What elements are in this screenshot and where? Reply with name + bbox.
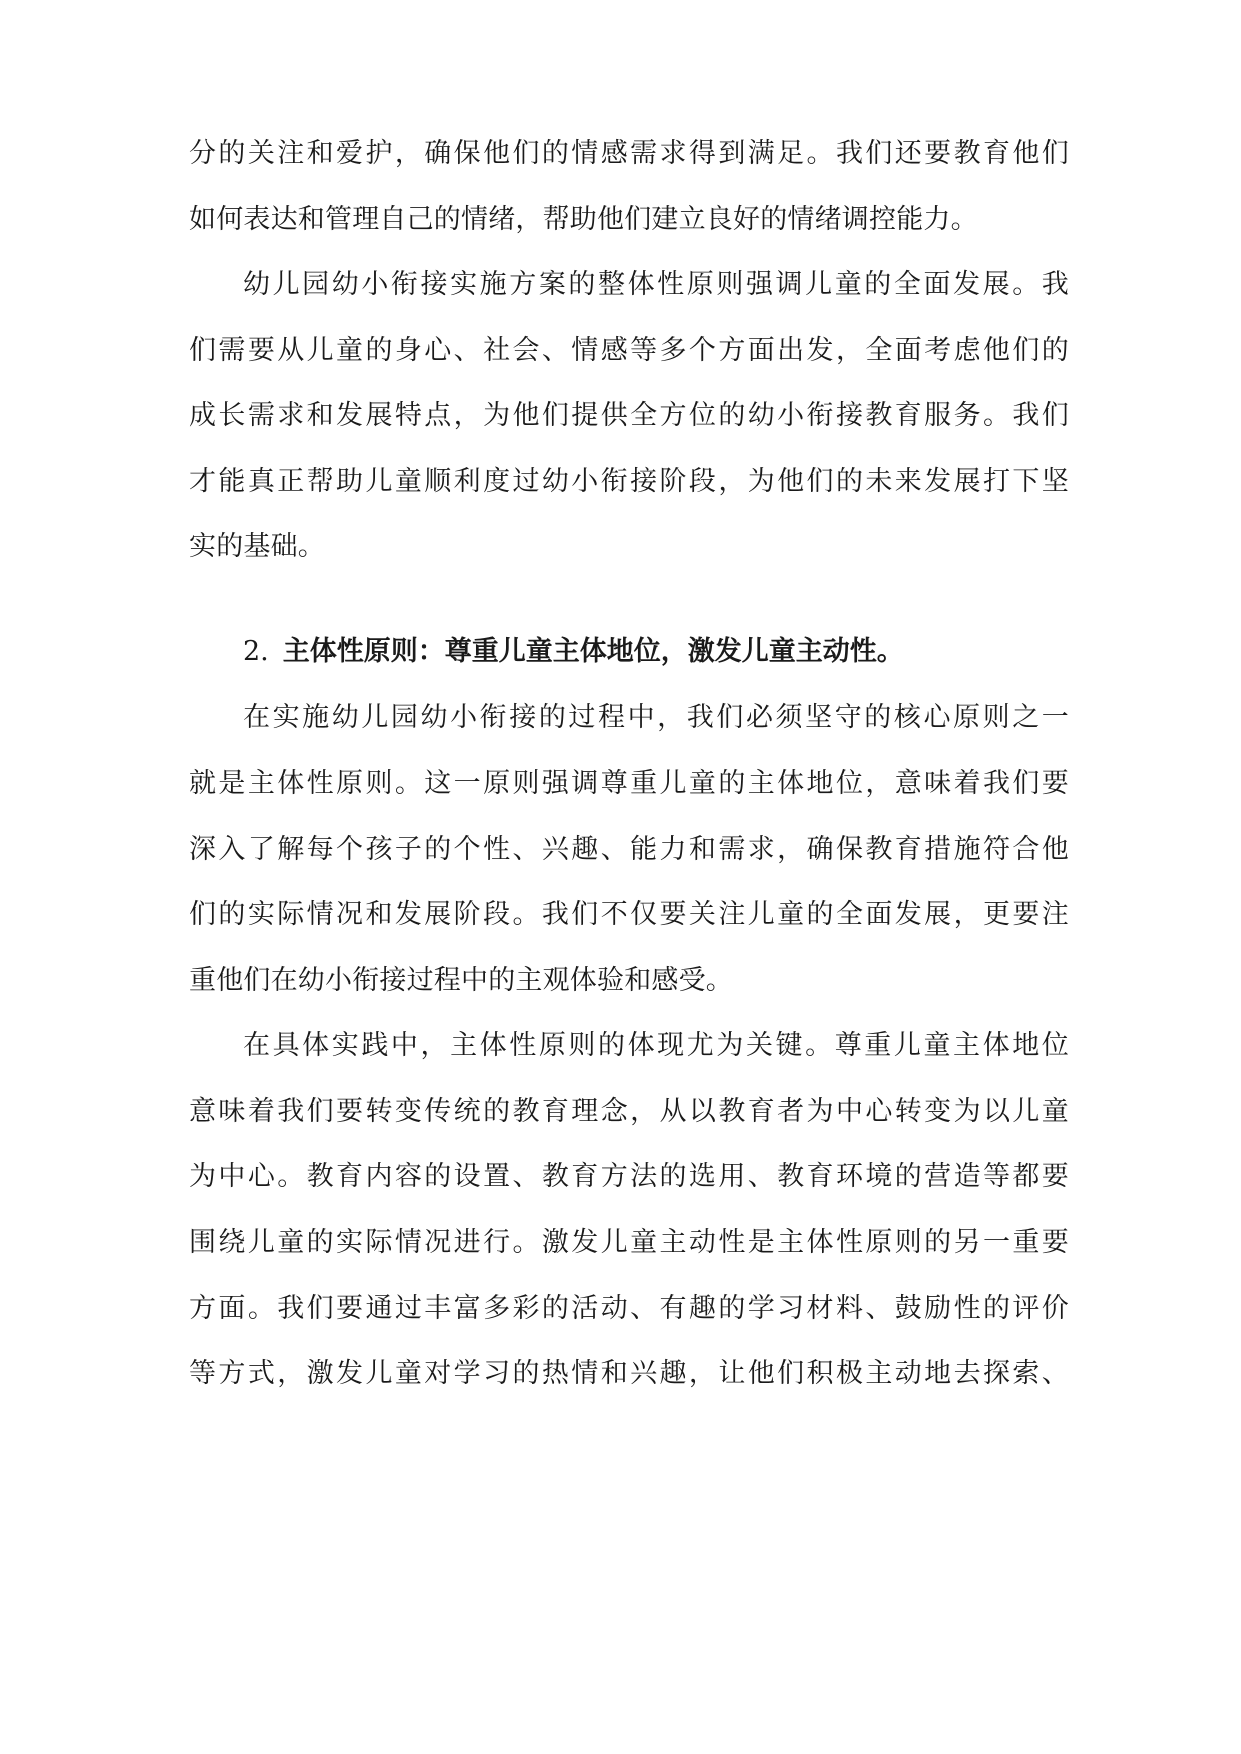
paragraph-line: 意味着我们要转变传统的教育理念，从以教育者为中心转变为以儿童: [189, 1096, 1069, 1127]
paragraph-line: 深入了解每个孩子的个性、兴趣、能力和需求，确保教育措施符合他: [189, 834, 1069, 865]
paragraph-line: 方面。我们要通过丰富多彩的活动、有趣的学习材料、鼓励性的评价: [189, 1293, 1069, 1324]
paragraph-line: 在实施幼儿园幼小衔接的过程中，我们必须坚守的核心原则之一: [243, 702, 1069, 733]
paragraph-line: 分的关注和爱护，确保他们的情感需求得到满足。我们还要教育他们: [189, 138, 1069, 169]
paragraph-line: 就是主体性原则。这一原则强调尊重儿童的主体地位，意味着我们要: [189, 768, 1069, 799]
section-number: 2.: [243, 636, 269, 667]
section-title: 主体性原则：尊重儿童主体地位，激发儿童主动性。: [282, 636, 904, 667]
paragraph-line: 为中心。教育内容的设置、教育方法的选用、教育环境的营造等都要: [189, 1161, 1069, 1192]
paragraph-line: 成长需求和发展特点，为他们提供全方位的幼小衔接教育服务。我们: [189, 400, 1069, 431]
paragraph-line: 幼儿园幼小衔接实施方案的整体性原则强调儿童的全面发展。我: [243, 269, 1069, 300]
section-heading: [243, 635, 1069, 669]
paragraph-line: 重他们在幼小衔接过程中的主观体验和感受。: [189, 965, 733, 996]
paragraph-line: 等方式，激发儿童对学习的热情和兴趣，让他们积极主动地去探索、: [189, 1358, 1069, 1389]
paragraph-line: 实的基础。: [189, 531, 325, 562]
paragraph-line: 才能真正帮助儿童顺利度过幼小衔接阶段，为他们的未来发展打下坚: [189, 466, 1069, 497]
paragraph-line: 在具体实践中，主体性原则的体现尤为关键。尊重儿童主体地位: [243, 1030, 1069, 1061]
paragraph-line: 们的实际情况和发展阶段。我们不仅要关注儿童的全面发展，更要注: [189, 899, 1069, 930]
paragraph-line: 如何表达和管理自己的情绪，帮助他们建立良好的情绪调控能力。: [189, 204, 978, 235]
paragraph-line: 围绕儿童的实际情况进行。激发儿童主动性是主体性原则的另一重要: [189, 1227, 1069, 1258]
paragraph-line: 们需要从儿童的身心、社会、情感等多个方面出发，全面考虑他们的: [189, 335, 1069, 366]
